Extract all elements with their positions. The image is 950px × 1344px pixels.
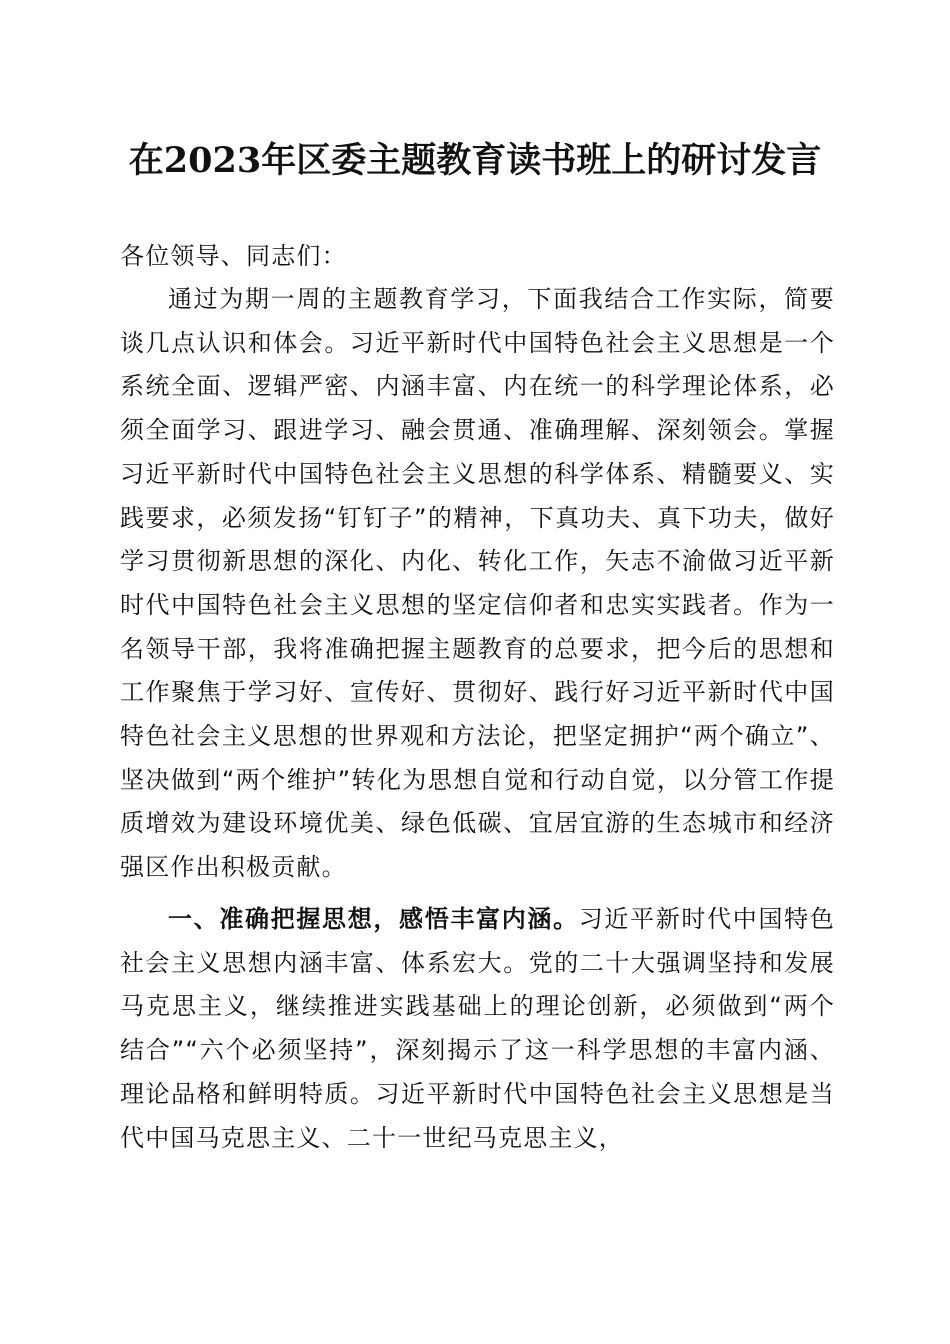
salutation: 各位领导、同志们：: [120, 242, 347, 270]
paragraph-section-one-text: 习近平新时代中国特色社会主义思想内涵丰富、体系宏大。党的二十大强调坚持和发展马克思主义，继续推进实践基础上的理论创新，必须做到“两个结合”“六个必须坚持”，深刻揭示了这一科学思想的丰富内涵、理论品格和鲜明特质。习近平新时代中国特色社会主义思想是当代中国马克思主义、二十一世纪马克思主义，: [120, 905, 835, 1152]
paragraph-intro-text: 通过为期一周的主题教育学习，下面我结合工作实际，简要谈几点认识和体会。习近平新时代中国特色社会主义思想是一个系统全面、逻辑严密、内涵丰富、内在统一的科学理论体系，必须全面学习、跟进学习、融会贯通、准确理解、深刻领会。掌握习近平新时代中国特色社会主义思想的科学体系、精髓要义、实践要求，必须发扬“钉钉子”的精神，下真功夫、真下功夫，做好学习贯彻新思想的深化、内化、转化工作，矢志不渝做习近平新时代中国特色社会主义思想的坚定信仰者和忠实实践者。作为一名领导干部，我将准确把握主题教育的总要求，把今后的思想和工作聚焦于学习好、宣传好、贯彻好、践行好习近平新时代中国特色社会主义思想的世界观和方法论，把坚定拥护“两个确立”、坚决做到“两个维护”转化为思想自觉和行动自觉，以分管工作提质增效为建设环境优美、绿色低碳、宜居宜游的生态城市和经济强区作出积极贡献。: [120, 285, 835, 882]
paragraph-intro: [120, 278, 835, 890]
section-one-heading: 一、准确把握思想，感悟丰富内涵。: [168, 905, 579, 933]
paragraph-section-one: [120, 898, 835, 1160]
document-title: 在2023年区委主题教育读书班上的研讨发言: [128, 140, 822, 181]
